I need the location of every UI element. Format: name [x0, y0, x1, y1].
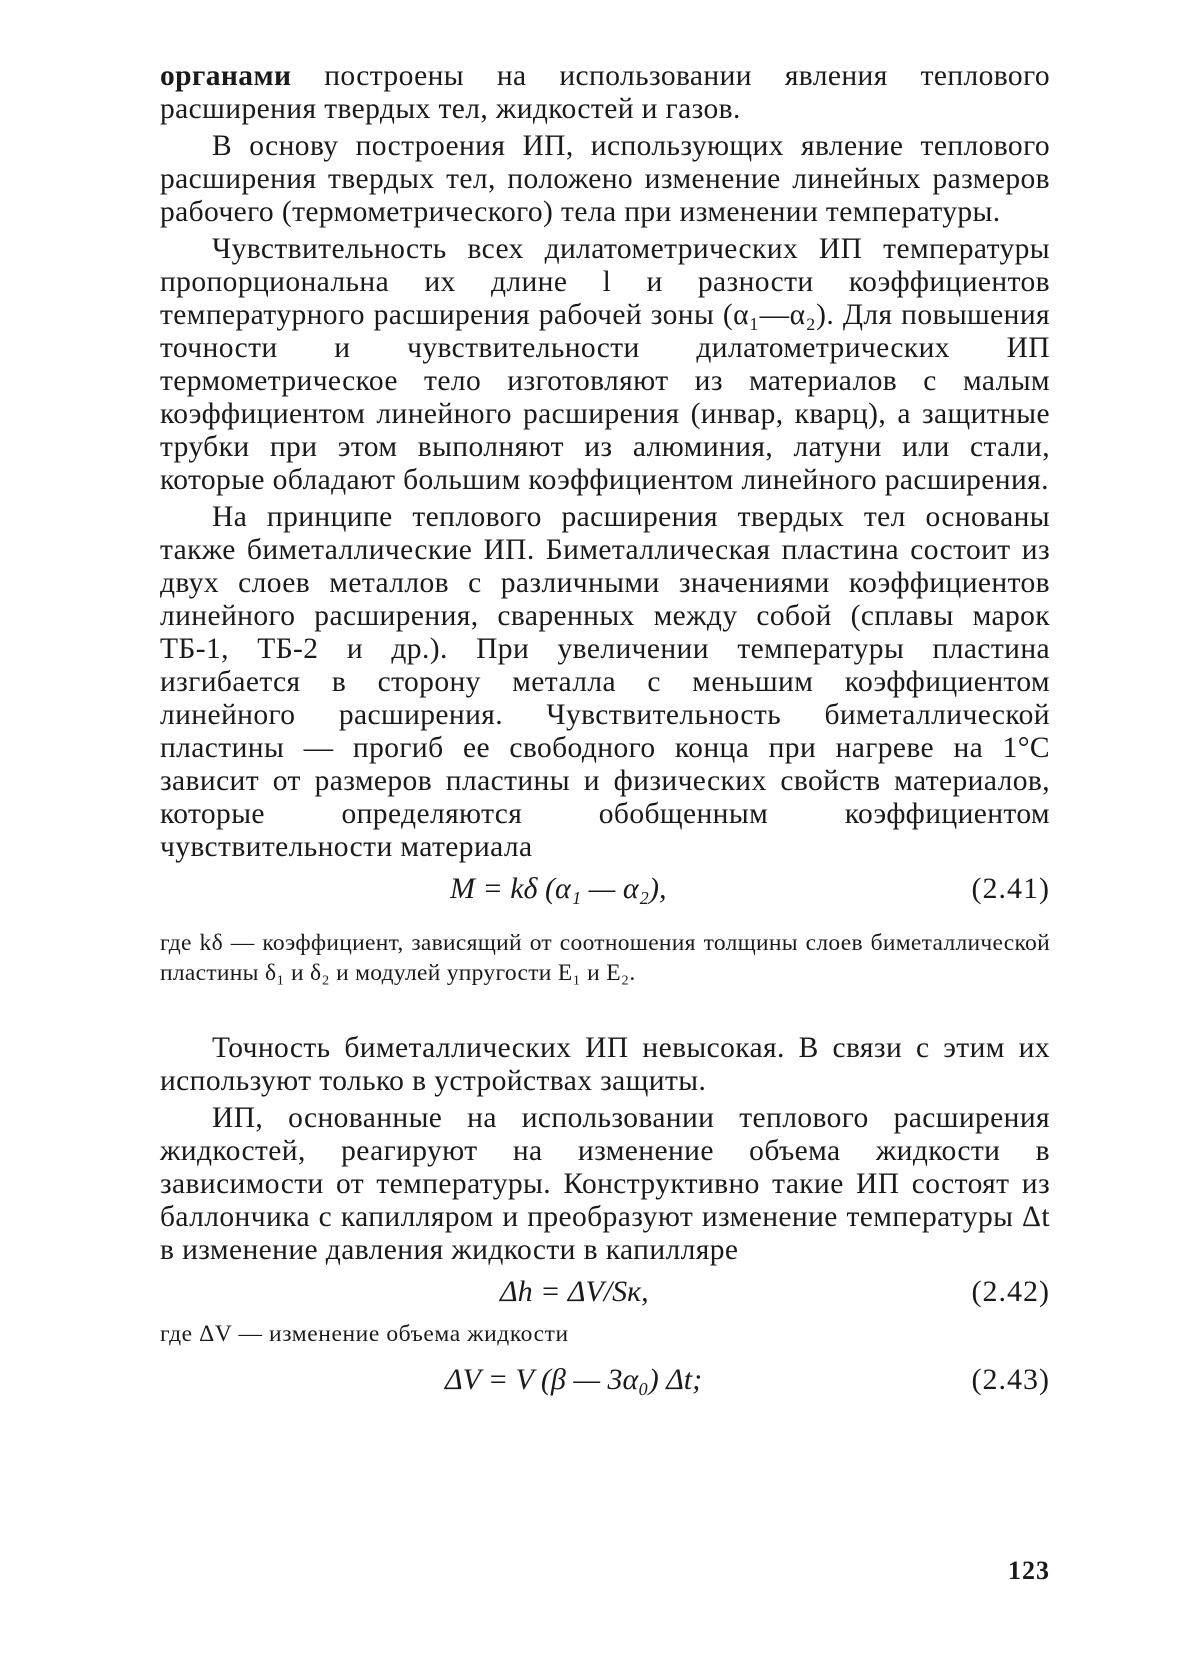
paragraph-2: В основу построения ИП, использующих явление теплового расширения твердых тел, положено изменение линейных размеров рабочего (термометрического) тела при изменении температуры. — [160, 130, 1050, 228]
formula-2-42-number: (2.42) — [971, 1275, 1050, 1308]
formula-2-41 — [160, 868, 1050, 910]
formula-2-43 — [160, 1359, 1050, 1401]
paragraph-3: Чувствительность всех дилатометрических ИП температуры пропорциональна их длине l и разности коэффициентов температурного расширения рабочей зоны (α₁—α₂). Для повышения точности и чувствительности дилатометрических ИП термометрическое тело изготовляют из материалов с малым коэффициентом линейного расширения (инвар, кварц), а защитные трубки при этом выполняют из алюминия, латуни или стали, которые обладают большим коэффициентом линейного расширения. — [160, 233, 1050, 496]
formula-2-41-number: (2.41) — [971, 872, 1050, 905]
paragraph-4: На принципе теплового расширения твердых тел основаны также биметаллические ИП. Биметаллическая пластина состоит из двух слоев металлов с различными значениями коэффициентов линейного расширения, сваренных между собой (сплавы марок ТБ-1, ТБ-2 и др.). При увеличении температуры пластина изгибается в сторону металла с меньшим коэффициентом линейного расширения. Чувствительность биметаллической пластины — прогиб ее свободного конца при нагреве на 1°С зависит от размеров пластины и физических свойств материалов, которые определяются обобщенным коэффициентом чувствительности материала — [160, 501, 1050, 863]
paragraph-1-text: построены на использовании явления теплового расширения твердых тел, жидкостей и газов. — [160, 60, 1050, 125]
paragraph-1 — [160, 60, 1050, 126]
formula-2-43-expression: ΔV = V (β — 3α₀) Δt; — [445, 1363, 703, 1396]
page-body — [160, 60, 1050, 1405]
formula-2-41-expression: M = kδ (α₁ — α₂), — [450, 872, 667, 905]
paragraph-5: Точность биметаллических ИП невысокая. В связи с этим их используют только в устройствах защиты. — [160, 1032, 1050, 1097]
formula-2-42-expression: Δh = ΔV/Sк, — [500, 1275, 649, 1308]
paragraph-6: ИП, основанные на использовании теплового расширения жидкостей, реагируют на изменение объема жидкости в зависимости от температуры. Конструктивно такие ИП состоят из баллончика с капилляром и преобразуют изменение температуры Δt в изменение давления жидкости в капилляре — [160, 1102, 1050, 1266]
bold-term: органами — [160, 60, 292, 92]
formula-2-43-number: (2.43) — [971, 1363, 1050, 1396]
page-number: 123 — [1008, 1556, 1050, 1585]
formula-2-42 — [160, 1271, 1050, 1313]
note-delta-v: где ΔV — изменение объема жидкости — [160, 1321, 569, 1347]
note-k-delta: где kδ — коэффициент, зависящий от соотношения толщины слоев биметаллической пластины δ₁ и δ₂ и модулей упругости E₁ и E₂. — [160, 930, 1050, 986]
